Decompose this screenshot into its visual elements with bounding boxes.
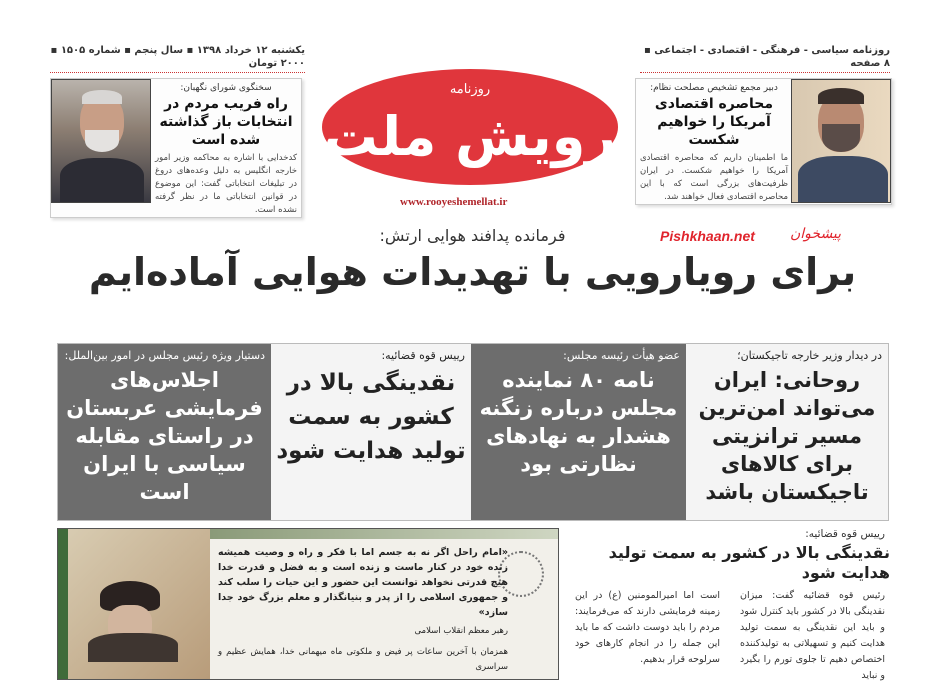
logo-text: رویش ملت	[323, 105, 617, 168]
main-kicker: فرمانده پدافند هوایی ارتش:	[379, 226, 566, 245]
imam-anniversary-feature[interactable]	[57, 528, 559, 680]
quote-text: «امام راحل اگر نه به جسم اما با فکر و راه و وصیت همیشه زنده خود در کنار ماست و زنده است و به فضل و قدرت خدا هیچ قدرتی نخواهد توانست این حضور و این حیات را سلب کند و جمهوری اسلامی را از پدر و بنیانگذار و معلم بزرگ خود جدا سازد»	[218, 547, 508, 618]
band-story-mps-letter[interactable]	[471, 344, 686, 520]
secretary-photo	[791, 79, 891, 203]
left-news-box[interactable]	[50, 78, 302, 218]
left-box-kicker: سخنگوی شورای نگهبان:	[180, 83, 272, 93]
imam-photo	[58, 529, 210, 679]
bottom-story-kicker: رییس قوه قضائیه:	[805, 528, 885, 540]
right-box-body: ما اطمینان داریم که محاصره اقتصادی آمریکا را خواهیم شکست. در ایران ظرفیت‌های بزرگی است که با این محاصره اقتصادی فعال خواهند شد.	[640, 153, 788, 202]
right-box-kicker: دبیر مجمع تشخیص مصلحت نظام:	[650, 83, 778, 93]
imam-quote	[218, 529, 508, 679]
bottom-story-column-2: است اما امیرالمومنین (ع) در این زمینه فرمایشی دارند که می‌فرمایند: مردم را باید دوست داشت که ما باید این جمله را در انجام کارهای خود سرلوحه قرار بدهیم.	[575, 590, 720, 665]
newspaper-logo	[320, 55, 630, 200]
band-title: نقدینگی بالا در کشور به سمت تولید هدایت شود	[276, 370, 466, 464]
band-title: اجلاس‌های فرمایشی عربستان در راستای مقابله سیاسی با ایران است	[66, 368, 263, 504]
band-kicker: عضو هیأت رئیسه مجلس:	[563, 349, 680, 362]
right-box-title: محاصره اقتصادی آمریکا را خواهیم شکست	[654, 96, 774, 148]
svg-text:روزنامه: روزنامه	[449, 82, 491, 97]
issue-info: یکشنبه ۱۲ خرداد ۱۳۹۸ ▪ سال پنجم ▪ شماره ۱۵۰۵ ▪ ۲۰۰۰ تومان	[50, 44, 305, 73]
website-url[interactable]: www.rooyeshemellat.ir	[400, 196, 508, 208]
spokesman-photo	[51, 79, 151, 203]
feature-body: همزمان با آخرین ساعات پر فیض و ملکوتی ماه میهمانی خدا، همایش عظیم و سراسری	[218, 647, 508, 672]
quote-attribution: رهبر معظم انقلاب اسلامی	[414, 626, 508, 636]
left-box-title: راه فریب مردم در انتخابات باز گذاشته شده است	[159, 96, 293, 148]
band-story-tajikistan[interactable]	[686, 344, 888, 520]
band-kicker: دستیار ویژه رئیس مجلس در امور بین‌الملل:	[64, 349, 265, 362]
bottom-story-column-1: رئیس قوه قضائیه گفت: میزان نقدینگی بالا در کشور باید کنترل شود و باید این نقدینگی به سمت تولید هدایت کنیم و تسهیلاتی به تولیدکننده اختصاص دهیم تا جلوی تورم را بگیرد و نباید	[740, 590, 885, 681]
paper-description: روزنامه سیاسی - فرهنگی - اقتصادی - اجتماعی ▪ ۸ صفحه	[640, 44, 890, 73]
band-story-liquidity[interactable]	[271, 344, 471, 520]
band-title: نامه ۸۰ نماینده مجلس درباره زنگنه هشدار به نهادهای نظارتی بود	[479, 368, 678, 476]
right-news-box[interactable]	[635, 78, 892, 205]
headline-band	[57, 343, 889, 521]
watermark-fa: پیشخوان	[790, 226, 842, 242]
bottom-story-title[interactable]: نقدینگی بالا در کشور به سمت تولید هدایت شود	[608, 543, 890, 582]
band-kicker: در دیدار وزیر خارجه تاجیکستان؛	[737, 349, 882, 362]
left-box-body: کدخدایی با اشاره به محاکمه وزیر امور خارجه انگلیس به دلیل وعده‌های دروغ در تبلیغات انتخاباتی گفت: این موضوع در قوانین انتخاباتی ما در نظر گرفته نشده است.	[155, 153, 297, 215]
watermark: Pishkhaan.net	[660, 228, 755, 244]
band-story-saudi-summits[interactable]	[58, 344, 271, 520]
band-kicker: رییس قوه قضائیه:	[381, 349, 465, 362]
band-title: روحانی: ایران می‌تواند امن‌ترین مسیر ترانزیتی برای کالاهای تاجیکستان باشد	[698, 368, 876, 504]
main-headline[interactable]: برای رویارویی با تهدیدات هوایی آماده‌ایم	[88, 250, 857, 294]
